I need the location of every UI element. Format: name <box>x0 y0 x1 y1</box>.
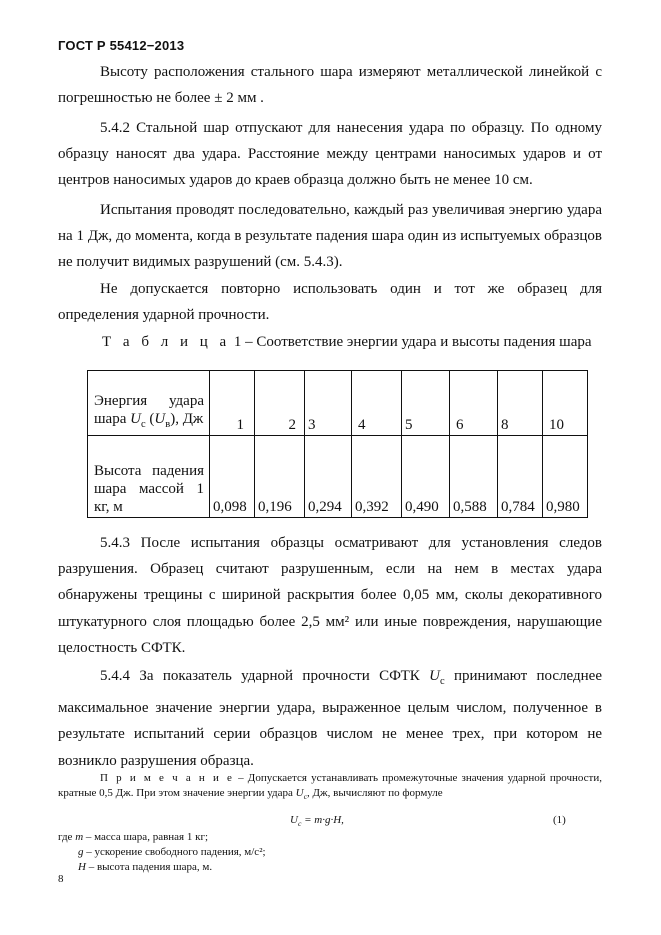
definition-mass <box>58 830 208 845</box>
paragraph-5-4-3: 5.4.3 После испытания образцы осматривают для установления следов разрушения. Образец считают разрушенным, если на нем в местах удара обнаружены трещины с шириной раскрытия более 0,05 мм, сколы декоративного штукатурного слоя площадью более 2,5 мм² или иные повреждения, нарушающие целостность СФТК. <box>58 535 602 656</box>
paragraph-5-4-4-start: 5.4.4 За показатель ударной прочности СФТК <box>100 668 430 684</box>
table-row-energy <box>88 371 588 436</box>
energy-symbol-sub2: в <box>165 418 171 430</box>
table-cell-energy-value: 4 <box>352 371 402 436</box>
table-cell-energy-value: 8 <box>498 371 543 436</box>
document-header: ГОСТ Р 55412−2013 <box>58 38 185 53</box>
table-cell-energy-value: 1 <box>210 371 255 436</box>
table-row-height <box>88 435 588 517</box>
table-cell-energy-value: 5 <box>402 371 450 436</box>
note-symbol-sub: c <box>303 792 308 802</box>
definition-h-symbol: H <box>78 861 86 873</box>
paragraph-5-4-4-symbol: U <box>429 668 440 684</box>
formula-lhs-sub: c <box>297 819 302 829</box>
definition-m-text: – масса шара, равная 1 кг; <box>83 831 209 843</box>
table-cell-height-value: 0,196 <box>255 435 305 517</box>
table-cell-height-value: 0,588 <box>450 435 498 517</box>
table-caption-text: – Соответствие энергии удара и высоты падения шара <box>245 334 592 350</box>
table-cell-energy-value: 2 <box>255 371 305 436</box>
definition-where: где <box>58 831 76 843</box>
page-number: 8 <box>58 873 64 885</box>
table-cell-height-value: 0,392 <box>352 435 402 517</box>
note-symbol: U <box>295 787 304 799</box>
formula <box>290 814 344 828</box>
table-caption-label: Т а б л и ц а <box>102 334 231 350</box>
paragraph-5-4-4 <box>58 663 602 774</box>
energy-symbol-u2: U <box>154 410 166 427</box>
table-caption <box>102 329 592 355</box>
energy-symbol-u: U <box>130 410 141 427</box>
formula-lhs: U <box>290 814 298 826</box>
paragraph-testing-sequence: Испытания проводят последовательно, каждый раз увеличивая энергию удара на 1 Дж, до момента, когда в результате падения шара один из испытуемых образцов не получит видимых разрушений (см. 5.4.3). <box>58 202 602 271</box>
formula-number: (1) <box>553 814 566 826</box>
definition-acceleration <box>78 845 266 860</box>
table-cell-energy-value: 6 <box>450 371 498 436</box>
definition-m-symbol: m <box>75 831 84 843</box>
energy-label-paren: ( <box>145 410 155 427</box>
table-cell-energy-label <box>88 371 210 436</box>
paragraph-5-4-2: 5.4.2 Стальной шар отпускают для нанесения удара по образцу. По одному образцу наносят два удара. Расстояние между центрами наносимых ударов и от центров наносимых ударов до краев образца должно быть не менее 10 см. <box>58 120 602 189</box>
definition-g-text: – ускорение свободного падения, м/с²; <box>83 846 266 858</box>
table-cell-height-label: Высота падения шара массой 1 кг, м <box>88 435 210 517</box>
table-cell-height-value: 0,098 <box>210 435 255 517</box>
table-cell-energy-value: 3 <box>305 371 352 436</box>
table-cell-height-value: 0,294 <box>305 435 352 517</box>
note-text-end: , Дж, вычисляют по формуле <box>307 787 443 799</box>
table-caption-number: 1 <box>233 334 242 350</box>
table-cell-height-value: 0,490 <box>402 435 450 517</box>
energy-symbol-sub: c <box>140 418 146 430</box>
energy-label-text: Энергия удара шара <box>94 392 204 427</box>
formula-rhs: = m·g·H, <box>301 814 344 826</box>
note-paragraph <box>58 771 602 804</box>
definition-height <box>78 860 212 875</box>
paragraph-5-4-4-sub: c <box>439 676 445 687</box>
energy-height-table <box>87 370 588 518</box>
table-cell-height-value: 0,980 <box>543 435 588 517</box>
paragraph-5-4-4-end: принимают последнее максимальное значение энергии удара, выраженное целым числом, полученное в результате испытаний серии образцов числом не менее трех, при котором не возникло разрушения образца. <box>58 668 602 769</box>
paragraph-no-reuse: Не допускается повторно использовать один и тот же образец для определения ударной прочности. <box>58 281 602 324</box>
note-label: П р и м е ч а н и е <box>100 772 234 784</box>
energy-label-unit: ), Дж <box>170 410 204 427</box>
paragraph-height-measurement: Высоту расположения стального шара измеряют металлической линейкой с погрешностью не более ± 2 мм . <box>58 64 602 107</box>
definition-g-symbol: g <box>78 846 84 858</box>
note-text-start: – Допускается устанавливать промежуточные значения ударной прочности, кратные 0,5 Дж. При этом значение энергии удара <box>58 772 603 799</box>
definition-h-text: – высота падения шара, м. <box>85 861 213 873</box>
table-cell-height-value: 0,784 <box>498 435 543 517</box>
table-cell-energy-value: 10 <box>543 371 588 436</box>
